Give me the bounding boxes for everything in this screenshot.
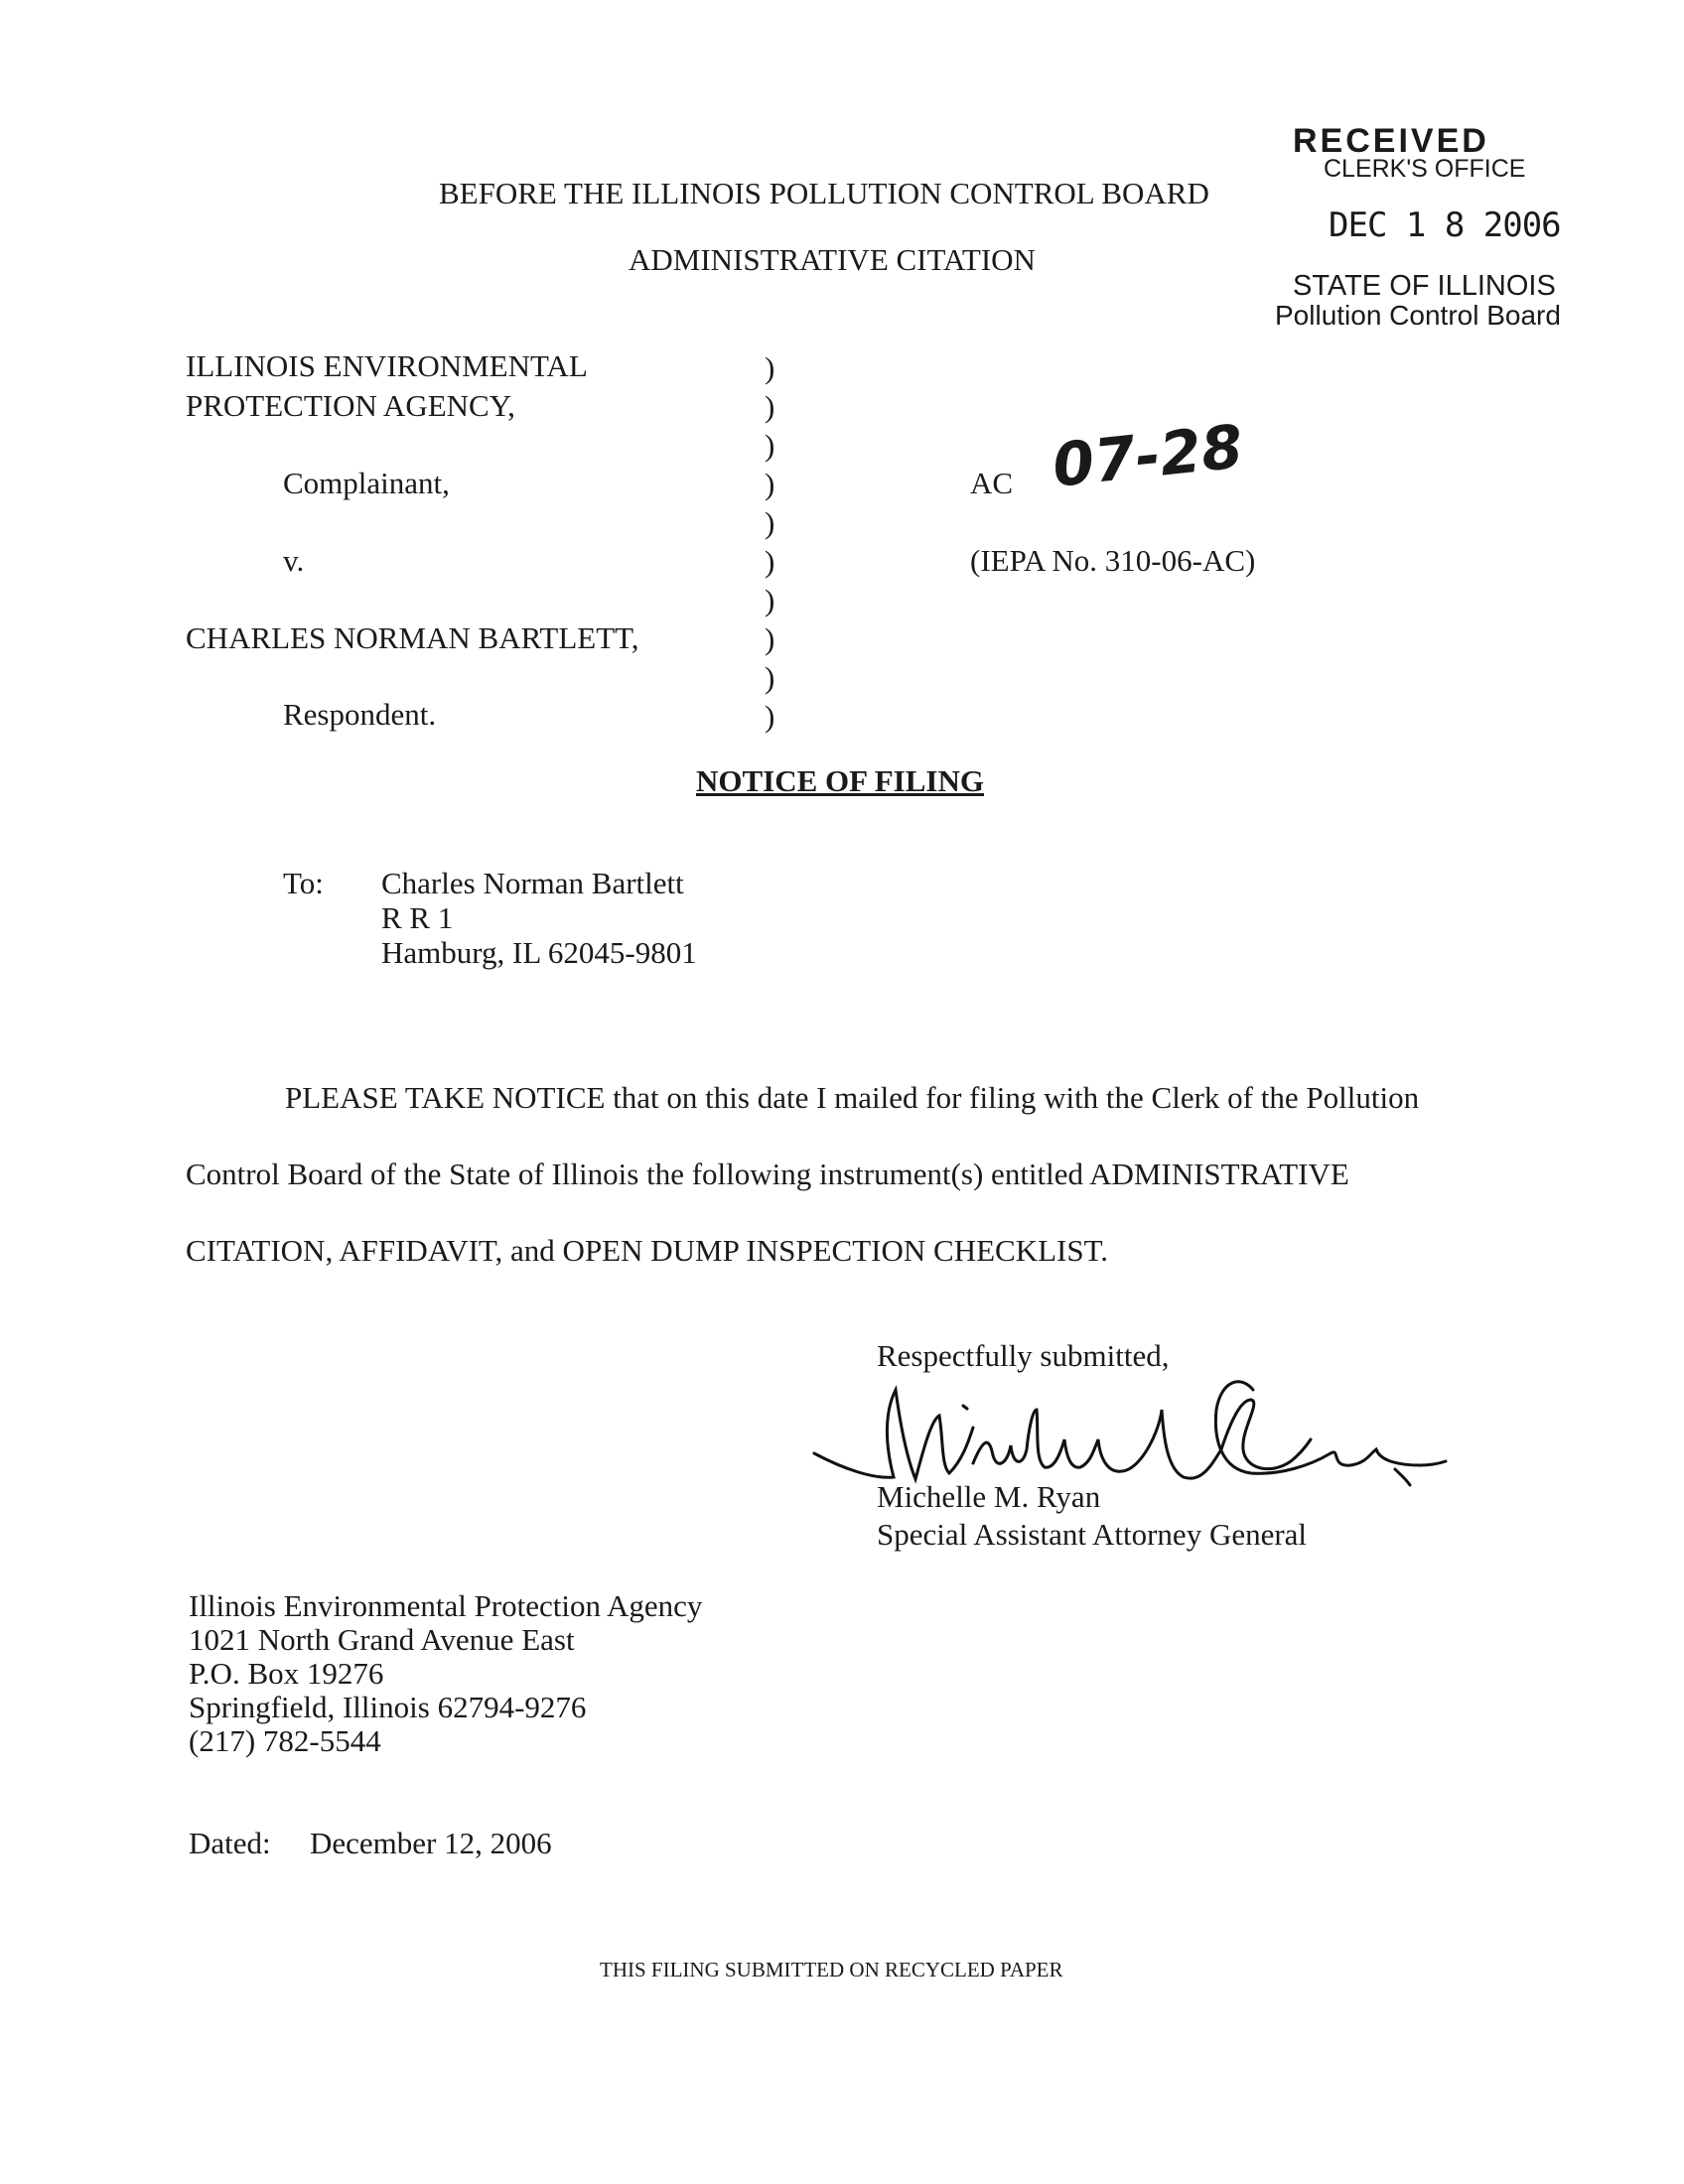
caption-paren: ) bbox=[765, 389, 775, 424]
notice-heading: NOTICE OF FILING bbox=[696, 763, 984, 798]
dated-label: Dated: bbox=[189, 1826, 271, 1860]
complainant-role: Complainant, bbox=[283, 466, 450, 500]
document-title: ADMINISTRATIVE CITATION bbox=[629, 242, 1036, 277]
stamp-date-text: DEC 1 8 2006 bbox=[1329, 205, 1561, 245]
board-title: BEFORE THE ILLINOIS POLLUTION CONTROL BOARD bbox=[439, 176, 1209, 210]
caption-paren: ) bbox=[765, 467, 775, 501]
notice-body-line: PLEASE TAKE NOTICE that on this date I mailed for filing with the Clerk of the Pollution bbox=[285, 1080, 1420, 1115]
caption-paren: ) bbox=[765, 505, 775, 540]
addressee-line: R R 1 bbox=[381, 900, 454, 935]
agency-address-line: P.O. Box 19276 bbox=[189, 1656, 384, 1691]
versus-label: v. bbox=[283, 543, 305, 578]
caption-paren: ) bbox=[765, 660, 775, 695]
notice-body-line: CITATION, AFFIDAVIT, and OPEN DUMP INSPECTION CHECKLIST. bbox=[186, 1233, 1108, 1268]
signatory-name: Michelle M. Ryan bbox=[877, 1479, 1101, 1514]
caption-paren: ) bbox=[765, 583, 775, 617]
stamp-office-text: CLERK'S OFFICE bbox=[1324, 155, 1526, 183]
addressee-line: Hamburg, IL 62045-9801 bbox=[381, 935, 697, 970]
caption-paren: ) bbox=[765, 350, 775, 385]
case-prefix: AC bbox=[970, 466, 1014, 500]
to-label: To: bbox=[283, 866, 324, 900]
iepa-number: (IEPA No. 310-06-AC) bbox=[970, 543, 1256, 578]
agency-address-line: Springfield, Illinois 62794-9276 bbox=[189, 1690, 587, 1724]
addressee-line: Charles Norman Bartlett bbox=[381, 866, 684, 900]
dated-value: December 12, 2006 bbox=[310, 1826, 552, 1860]
caption-paren: ) bbox=[765, 621, 775, 656]
recycled-paper-footer: THIS FILING SUBMITTED ON RECYCLED PAPER bbox=[600, 1958, 1063, 1981]
stamp-received-text: RECEIVED bbox=[1293, 122, 1489, 160]
stamp-state-text: STATE OF ILLINOIS bbox=[1293, 270, 1556, 302]
complainant-name-line2: PROTECTION AGENCY, bbox=[186, 388, 515, 423]
agency-address-line: 1021 North Grand Avenue East bbox=[189, 1622, 575, 1657]
caption-paren: ) bbox=[765, 699, 775, 734]
respondent-name: CHARLES NORMAN BARTLETT, bbox=[186, 620, 639, 655]
caption-paren: ) bbox=[765, 428, 775, 463]
stamp-board-text: Pollution Control Board bbox=[1275, 300, 1561, 331]
complainant-name-line1: ILLINOIS ENVIRONMENTAL bbox=[186, 348, 588, 383]
signatory-title: Special Assistant Attorney General bbox=[877, 1517, 1308, 1552]
notice-body-line: Control Board of the State of Illinois the following instrument(s) entitled ADMINISTRATIVE bbox=[186, 1157, 1349, 1191]
signature-closing: Respectfully submitted, bbox=[877, 1338, 1170, 1373]
case-number-handwritten: 07-28 bbox=[1049, 412, 1247, 501]
agency-address-line: (217) 782-5544 bbox=[189, 1723, 381, 1758]
caption-paren: ) bbox=[765, 544, 775, 579]
respondent-role: Respondent. bbox=[283, 697, 437, 732]
agency-address-line: Illinois Environmental Protection Agency bbox=[189, 1588, 703, 1623]
